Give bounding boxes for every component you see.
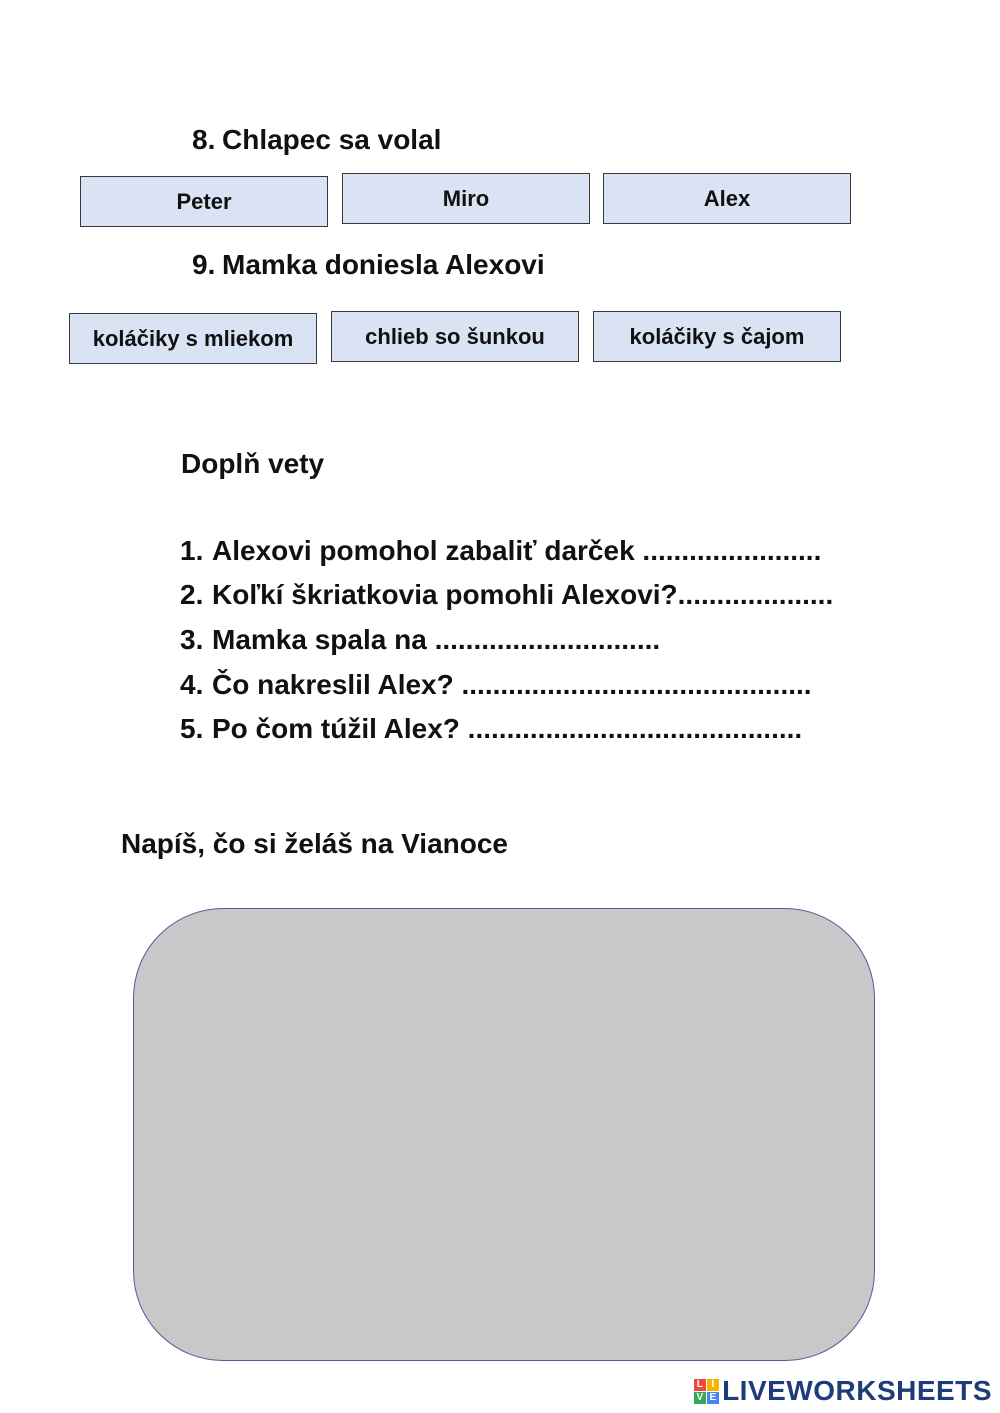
question-9-number: 9. [192,249,216,280]
q9-option-cookies-milk[interactable]: koláčiky s mliekom [69,313,317,364]
sentence-3 [180,624,660,656]
q9-option-bread-ham[interactable]: chlieb so šunkou [331,311,579,362]
logo-letter-e: E [707,1392,719,1404]
question-8-title [192,124,441,156]
sentence-5 [180,713,802,745]
sentence-2 [180,579,833,611]
wish-section-title: Napíš, čo si želáš na Vianoce [121,828,508,859]
sentence-2-number: 2. [180,579,204,610]
wish-answer-box[interactable] [133,908,875,1361]
sentence-4 [180,669,812,701]
sentence-1-number: 1. [180,535,204,566]
sentence-5-number: 5. [180,713,204,744]
sentence-4-number: 4. [180,669,204,700]
logo-letter-l: L [694,1379,706,1391]
sentence-4-text: Čo nakreslil Alex? [212,669,462,700]
liveworksheets-logo [694,1375,992,1407]
sentence-5-text: Po čom túžil Alex? [212,713,468,744]
sentence-3-number: 3. [180,624,204,655]
sentence-1-text: Alexovi pomohol zabaliť darček [212,535,643,566]
logo-letter-v: V [694,1392,706,1404]
sentence-3-text: Mamka spala na [212,624,435,655]
q8-option-peter[interactable]: Peter [80,176,328,227]
logo-text: LIVEWORKSHEETS [722,1375,992,1406]
sentence-3-blank[interactable]: ............................. [434,624,661,655]
sentence-2-blank[interactable]: .................... [677,579,834,610]
q8-option-alex[interactable]: Alex [603,173,851,224]
logo-letter-i: I [707,1379,719,1391]
question-8-number: 8. [192,124,216,155]
q9-option-cookies-tea[interactable]: koláčiky s čajom [593,311,841,362]
sentence-1 [180,535,821,567]
q8-option-miro[interactable]: Miro [342,173,590,224]
logo-mark-icon [694,1379,719,1404]
sentence-5-blank[interactable]: ........................................... [467,713,803,744]
fill-section-title: Doplň vety [181,448,325,479]
question-8-text: Chlapec sa volal [222,124,442,155]
sentence-1-blank[interactable]: ....................... [642,535,822,566]
question-9-title [192,249,545,281]
sentence-2-text: Koľkí škriatkovia pomohli Alexovi? [212,579,678,610]
question-9-text: Mamka doniesla Alexovi [222,249,545,280]
sentence-4-blank[interactable]: ............................................. [461,669,812,700]
